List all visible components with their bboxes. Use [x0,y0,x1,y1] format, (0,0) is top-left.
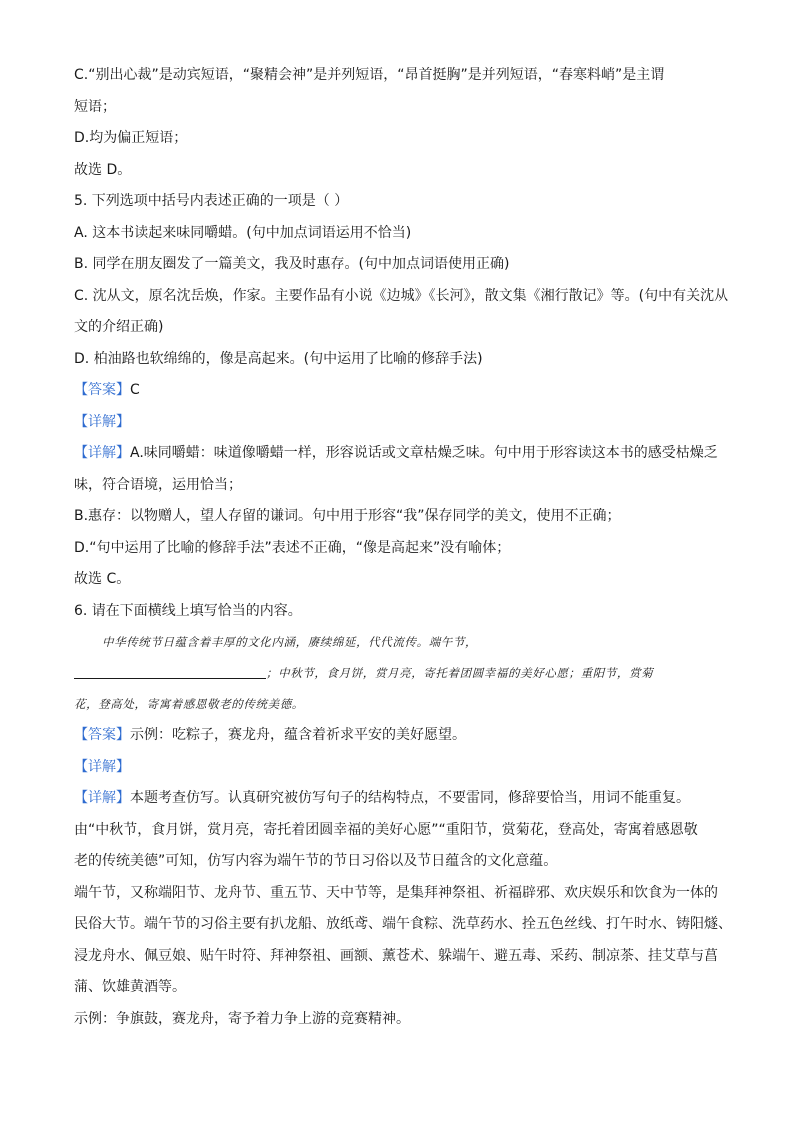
answer-text: C [130,382,140,398]
quote-line-with-blank: ；中秋节，食月饼，赏月亮，寄托着团圆幸福的美好心愿；重阳节，赏菊 [74,658,724,689]
option-c: C. 沈从文，原名沈岳焕，作家。主要作品有小说《边城》《长河》，散文集《湘行散记》等。(句中有关沈从 [74,287,729,304]
document-page [74,60,732,1035]
detail-line: B.惠存：以物赠人，望人存留的谦词。句中用于形容“我”保存同学的美文，使用不正确； [74,508,621,524]
text-line: 短语； [74,98,116,115]
question-5-prompt: 5. 下列选项中括号内表述正确的一项是（ ） [74,193,349,209]
detail-line: 【详解】A.味同嚼蜡：味道像嚼蜡一样，形容说话或文章枯燥乏味。句中用于形容读这本书的感受枯燥乏 [74,445,718,461]
answer-tag: 【答案】 [74,727,130,743]
fill-in-blank[interactable] [74,664,266,679]
answer-line [74,720,724,752]
detail-line: 由“中秋节，食月饼，赏月亮，寄托着团圆幸福的美好心愿”“重阳节，赏菊花，登高处，寄寓着感恩敬 [74,821,698,838]
option-b: B. 同学在朋友圈发了一篇美文，我及时惠存。(句中加点词语使用正确) [74,256,510,272]
question-6-prompt: 6. 请在下面横线上填写恰当的内容。 [74,602,302,619]
detail-heading: 【详解】 [74,758,130,775]
detail-line: 示例：争旗鼓，赛龙舟，寄予着力争上游的竞赛精神。 [74,1010,410,1027]
detail-tag: 【详解】 [74,790,130,806]
text-line: C.“别出心裁”是动宾短语，“聚精会神”是并列短语，“昂首挺胸”是并列短语，“春寒料峭”是主谓 [74,67,665,83]
answer-text: 示例：吃粽子，赛龙舟，蕴含着祈求平安的美好愿望。 [130,727,466,743]
detail-heading: 【详解】 [74,413,130,430]
answer-tag: 【答案】 [74,382,130,398]
quote-line: 中华传统节日蕴含着丰厚的文化内涵，赓续绵延，代代流传。端午节， [102,635,478,649]
detail-line: 民俗大节。端午节的习俗主要有扒龙船、放纸鸢、端午食粽、洗草药水、拴五色丝线、打午时水、铸阳燧、 [74,916,732,932]
detail-line: 端午节，又称端阳节、龙舟节、重五节、天中节等，是集拜神祭祖、祈福辟邪、欢庆娱乐和饮食为一体的 [74,884,718,901]
text-line: D.均为偏正短语； [74,130,188,146]
option-c-continued: 文的介绍正确) [74,319,164,335]
option-d: D. 柏油路也软绵绵的，像是高起来。(句中运用了比喻的修辞手法) [74,350,483,367]
text-line: 故选 D。 [74,161,132,178]
quote-line: 花，登高处，寄寓着感恩敬老的传统美德。 [74,697,304,711]
detail-line: 老的传统美德”可知，仿写内容为端午节的节日习俗以及节日蕴含的文化意蕴。 [74,853,558,869]
option-a: A. 这本书读起来味同嚼蜡。(句中加点词语运用不恰当) [74,224,412,241]
detail-tag: 【详解】 [74,445,130,461]
detail-line: 蒲、饮雄黄酒等。 [74,979,186,995]
detail-line: 味，符合语境，运用恰当； [74,476,242,493]
detail-line: 故选 C。 [74,571,131,587]
detail-line: 浸龙舟水、佩豆娘、贴午时符、拜神祭祖、画额、薰苍术、躲端午、避五毒、采药、制凉茶、挂艾草与菖 [74,947,718,964]
answer-line [74,375,724,407]
detail-line: 【详解】本题考查仿写。认真研究被仿写句子的结构特点，不要雷同，修辞要恰当，用词不能重复。 [74,790,690,806]
detail-line: D.“句中运用了比喻的修辞手法”表述不正确，“像是高起来”没有喻体； [74,539,511,556]
